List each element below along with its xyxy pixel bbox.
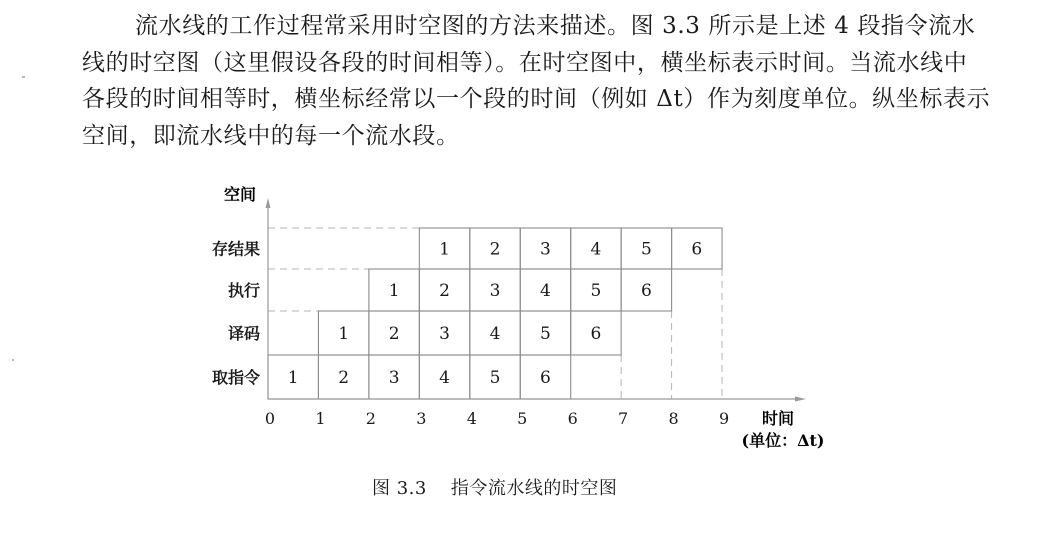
instruction-cells: [268, 228, 722, 399]
x-tick-label: 6: [567, 409, 578, 428]
x-tick-label: 2: [365, 409, 376, 428]
figure-title: 指令流水线的时空图: [450, 478, 618, 499]
x-tick-label: 7: [618, 409, 629, 428]
x-tick-label: 8: [668, 409, 679, 428]
instruction-number: 5: [590, 281, 602, 301]
x-tick-label: 4: [466, 409, 477, 428]
instruction-number: 6: [590, 324, 602, 344]
stage-labels: [212, 240, 260, 388]
x-axis-arrow-icon: [795, 397, 806, 402]
instruction-number: 1: [287, 368, 299, 388]
instruction-number: 5: [489, 368, 501, 388]
x-tick-label: 5: [517, 409, 528, 428]
instruction-number: 4: [439, 368, 450, 388]
x-tick-label: 1: [315, 409, 326, 428]
instruction-number: 3: [388, 368, 400, 388]
figure-caption: [372, 474, 617, 500]
instruction-number: 5: [640, 239, 652, 260]
x-tick-label: 3: [416, 409, 427, 428]
stage-label: 译码: [227, 324, 260, 343]
instruction-number: 2: [489, 239, 501, 260]
x-tick-label: 9: [718, 409, 730, 428]
instruction-number: 4: [540, 281, 551, 301]
instruction-number: 1: [439, 239, 450, 260]
instruction-number: 6: [540, 368, 551, 388]
instruction-number: 4: [590, 239, 602, 260]
instruction-number: 3: [439, 324, 450, 344]
paragraph-line-1: 流水线的工作过程常采用时空图的方法来描述。图 3.3 所示是上述 4 段指令流水: [135, 13, 976, 39]
instruction-number: 2: [338, 368, 350, 388]
instruction-number: 1: [388, 281, 400, 301]
instruction-number: 5: [540, 324, 551, 344]
instruction-number: 2: [388, 324, 400, 344]
figure-number: 图 3.3: [372, 478, 427, 499]
paragraph-line-3: 各段的时间相等时，横坐标经常以一个段的时间（例如 Δt）作为刻度单位。纵坐标表示: [82, 86, 991, 113]
instruction-number: 3: [540, 239, 551, 260]
instruction-number: 6: [691, 239, 703, 260]
stage-label: 取指令: [211, 368, 260, 387]
stage-label: 存结果: [211, 239, 260, 259]
instruction-number: 1: [338, 324, 350, 344]
y-axis-arrow-icon: [266, 198, 271, 208]
instruction-number: 4: [489, 324, 501, 344]
y-axis-label: 空间: [223, 185, 257, 204]
x-axis-label: 时间: [761, 409, 795, 428]
x-axis-unit: (单位：Δt): [741, 431, 825, 450]
instruction-number: 3: [489, 281, 501, 301]
paragraph-line-4: 空间，即流水线中的每一个流水段。: [82, 123, 460, 150]
instruction-number: 6: [640, 281, 652, 301]
instruction-number: 2: [439, 281, 450, 301]
stage-label: 执行: [227, 281, 260, 300]
paragraph-line-2: 线的时空图（这里假设各段的时间相等）。在时空图中，横坐标表示时间。当流水线中: [82, 49, 968, 76]
x-tick-labels: [265, 409, 729, 428]
x-tick-label: 0: [264, 409, 276, 428]
